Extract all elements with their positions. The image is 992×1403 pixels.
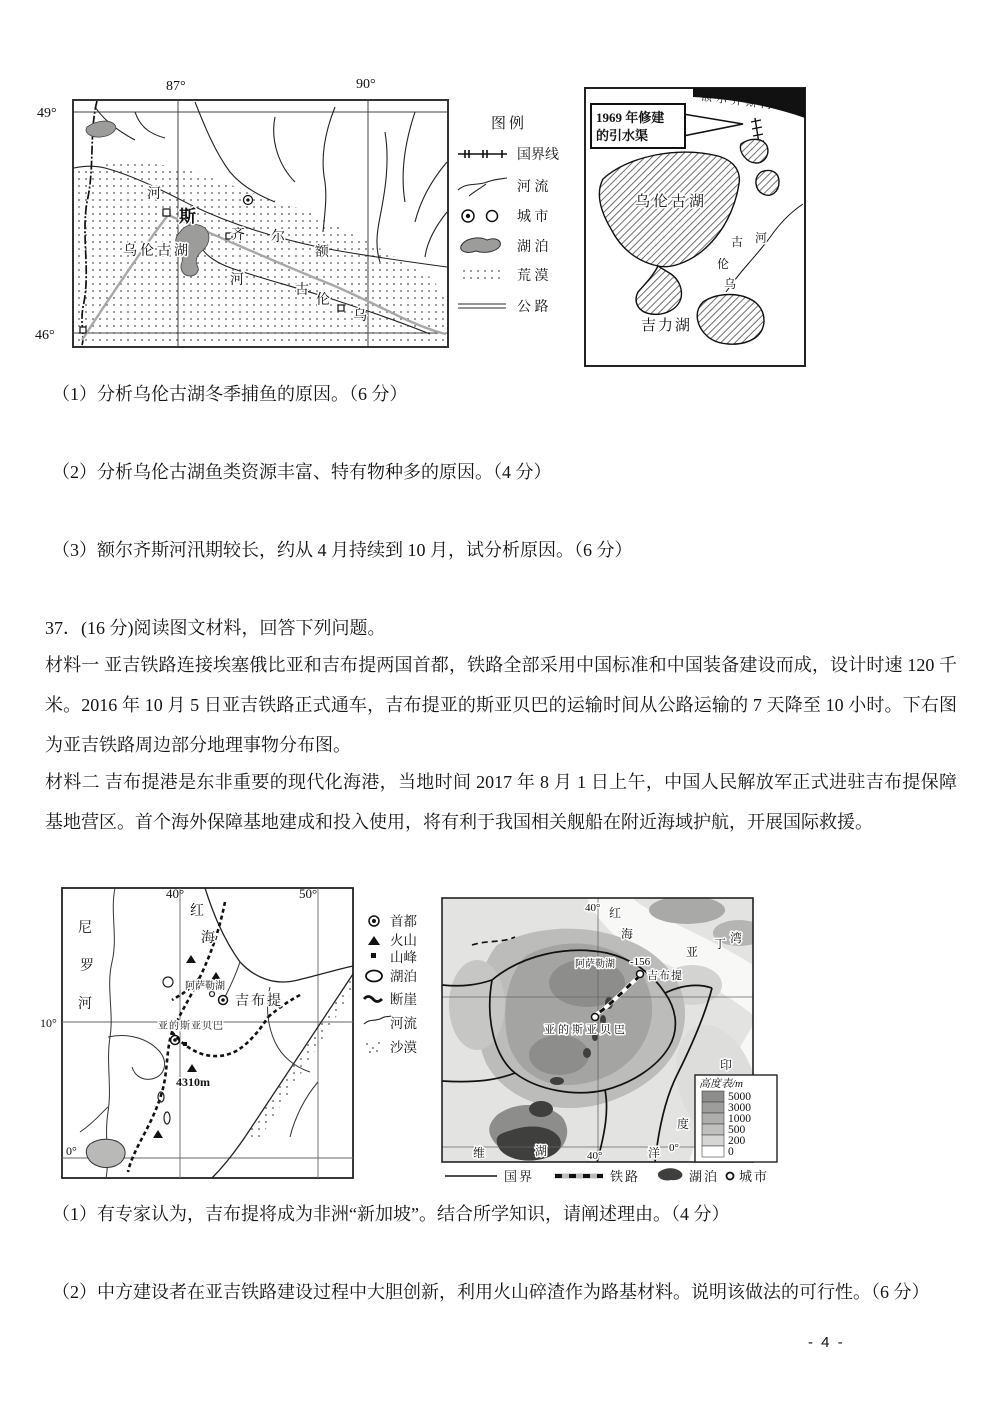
callout-line2: 的引水渠 (596, 128, 649, 143)
boundary-symbol (458, 150, 507, 158)
svg-text:丁: 丁 (714, 937, 727, 951)
lake-wulungu-label: 乌伦古湖 (635, 194, 708, 210)
highway-symbol (458, 304, 506, 308)
svg-text:200: 200 (728, 1135, 746, 1147)
svg-text:伦: 伦 (316, 293, 330, 308)
lake-jili-label: 吉力湖 (641, 318, 693, 334)
map-relief-ethiopia (437, 885, 782, 1190)
svg-text:伦: 伦 (717, 257, 730, 271)
legend-label-city: 城 市 (517, 210, 549, 225)
addis-label: 亚的斯亚贝巴 (158, 1021, 224, 1032)
legend-symbols (364, 916, 391, 1053)
svg-text:维: 维 (473, 1146, 486, 1160)
svg-text:沙漠: 沙漠 (390, 1040, 417, 1055)
bottom-legend (445, 1168, 769, 1184)
svg-text:湖: 湖 (535, 1144, 548, 1158)
svg-text:齐: 齐 (231, 228, 245, 243)
lon-40: 40° (166, 886, 185, 901)
lon-50: 50° (299, 886, 318, 901)
svg-text:印: 印 (720, 1058, 733, 1072)
peak-label: 4310m (176, 1075, 210, 1089)
svg-text:国界: 国界 (504, 1169, 535, 1184)
lake-assal-label: 阿萨勒湖 (185, 981, 225, 992)
svg-text:城市: 城市 (739, 1169, 770, 1184)
elevation-legend (695, 1075, 777, 1162)
djibouti-label: 吉布提 (647, 970, 683, 982)
svg-text:铁路: 铁路 (610, 1169, 641, 1184)
nile-label (78, 920, 94, 1012)
svg-text:亚: 亚 (686, 945, 699, 959)
svg-text:1000: 1000 (728, 1113, 751, 1125)
djibouti-label: 吉布提 (235, 994, 283, 1009)
svg-text:3000: 3000 (728, 1102, 751, 1114)
legend-fig36 (455, 108, 583, 318)
svg-text:断崖: 断崖 (390, 992, 417, 1007)
svg-text:湖泊: 湖泊 (390, 969, 417, 984)
lon-90: 90° (356, 77, 376, 92)
svg-text:尼: 尼 (78, 921, 92, 936)
question-36-1: （1）分析乌伦古湖冬季捕鱼的原因。（6 分） (52, 384, 408, 404)
question-37-heading: 37．(16 分)阅读图文材料，回答下列问题。 (45, 618, 386, 638)
lat-49: 49° (37, 106, 57, 121)
svg-text:河: 河 (147, 187, 161, 202)
svg-text:度: 度 (677, 1117, 690, 1131)
svg-text:首都: 首都 (390, 914, 417, 929)
lat-46: 46° (35, 328, 55, 343)
legend-label-highway: 公 路 (517, 300, 549, 315)
desert-symbol (459, 266, 504, 283)
svg-text:古: 古 (295, 283, 309, 298)
svg-text:河: 河 (78, 997, 92, 1012)
map-wulungu-lake-detail (583, 84, 811, 372)
svg-text:0: 0 (728, 1146, 734, 1158)
legend-label-desert: 荒 漠 (517, 269, 549, 284)
question-36-2: （2）分析乌伦古湖鱼类资源丰富、特有物种多的原因。（4 分） (52, 462, 552, 482)
river-symbol (458, 178, 507, 196)
question-36-3: （3）额尔齐斯河汛期较长，约从 4 月持续到 10 月，试分析原因。（6 分） (52, 540, 633, 560)
svg-text:河: 河 (230, 273, 244, 288)
lake-wulungu-label: 乌伦古湖 (123, 244, 191, 259)
svg-text:河: 河 (755, 231, 768, 245)
lat-0-label: 0° (669, 1142, 679, 1154)
page-number: - 4 - (808, 1334, 845, 1351)
city-symbol (462, 210, 498, 222)
addis-label: 亚的斯亚贝巴 (544, 1024, 628, 1036)
material-1: 材料一 亚吉铁路连接埃塞俄比亚和吉布提两国首都，铁路全部采用中国标准和中国装备建设而成，设计时速 120 千米。2016 年 10 月 5 日亚吉铁路正式通车，吉布提亚的斯亚贝巴的运输时间从公路运输的 7 天降至 10 小时。下右图为亚吉铁路周边部分地理事物分布图。 (45, 655, 957, 755)
svg-text:乌: 乌 (724, 277, 737, 291)
lake-victoria (86, 1139, 125, 1167)
material-2: 材料二 吉布提港是东非重要的现代化海港，当地时间 2017 年 8 月 1 日上午，中国人民解放军正式进驻吉布提保障基地营区。首个海外保障基地建成和投入使用，将有利于我国相关舰船在附近海域护航，开展国际救援。 (45, 772, 957, 832)
svg-text:洋: 洋 (648, 1146, 661, 1160)
assal-elevation: -156 (630, 956, 651, 968)
svg-text:山峰: 山峰 (390, 950, 417, 965)
question-37-2: （2）中方建设者在亚吉铁路建设过程中大胆创新，利用火山碎渣作为路基材料。说明该做法的可行性。（6 分） (52, 1282, 930, 1302)
svg-text:河流: 河流 (390, 1016, 417, 1031)
svg-text:斯: 斯 (179, 207, 196, 226)
svg-text:古: 古 (731, 235, 744, 249)
svg-text:海: 海 (621, 927, 634, 941)
callout-line1: 1969 年修建 (596, 110, 665, 125)
lon-40-bottom: 40° (587, 1150, 603, 1162)
map-wulungu-region (35, 72, 455, 367)
svg-text:额: 额 (315, 245, 329, 260)
svg-text:乌: 乌 (353, 309, 367, 324)
svg-text:红: 红 (190, 904, 204, 919)
legend-label-lake: 湖 泊 (517, 240, 549, 255)
lon-87: 87° (166, 79, 186, 94)
svg-text:湖泊: 湖泊 (689, 1169, 720, 1184)
svg-text:高度表/m: 高度表/m (699, 1078, 743, 1090)
svg-text:罗: 罗 (80, 959, 94, 974)
svg-text:500: 500 (728, 1124, 746, 1136)
lake-assal-label: 阿萨勒湖 (575, 959, 615, 970)
legend-label-river: 河 流 (517, 180, 549, 195)
lon-40-top: 40° (585, 902, 601, 914)
legend-title: 图例 (491, 116, 528, 132)
legend-label-boundary: 国界线 (517, 148, 559, 163)
svg-text:尔: 尔 (271, 230, 285, 245)
lake-symbol (461, 238, 501, 252)
svg-text:火山: 火山 (390, 933, 417, 948)
svg-text:红: 红 (609, 906, 622, 920)
lat-0: 0° (66, 1144, 77, 1158)
question-37-1: （1）有专家认为，吉布提将成为非洲“新加坡”。结合所学知识，请阐述理由。（4 分） (52, 1204, 730, 1224)
irtysh-river-label: 额尔齐斯河 (700, 91, 777, 113)
svg-text:5000: 5000 (728, 1091, 751, 1103)
lat-10: 10° (40, 1016, 57, 1030)
svg-text:湾: 湾 (730, 931, 743, 945)
svg-text:海: 海 (201, 931, 215, 946)
legend-labels (390, 914, 417, 1055)
map-horn-of-africa (40, 882, 430, 1185)
